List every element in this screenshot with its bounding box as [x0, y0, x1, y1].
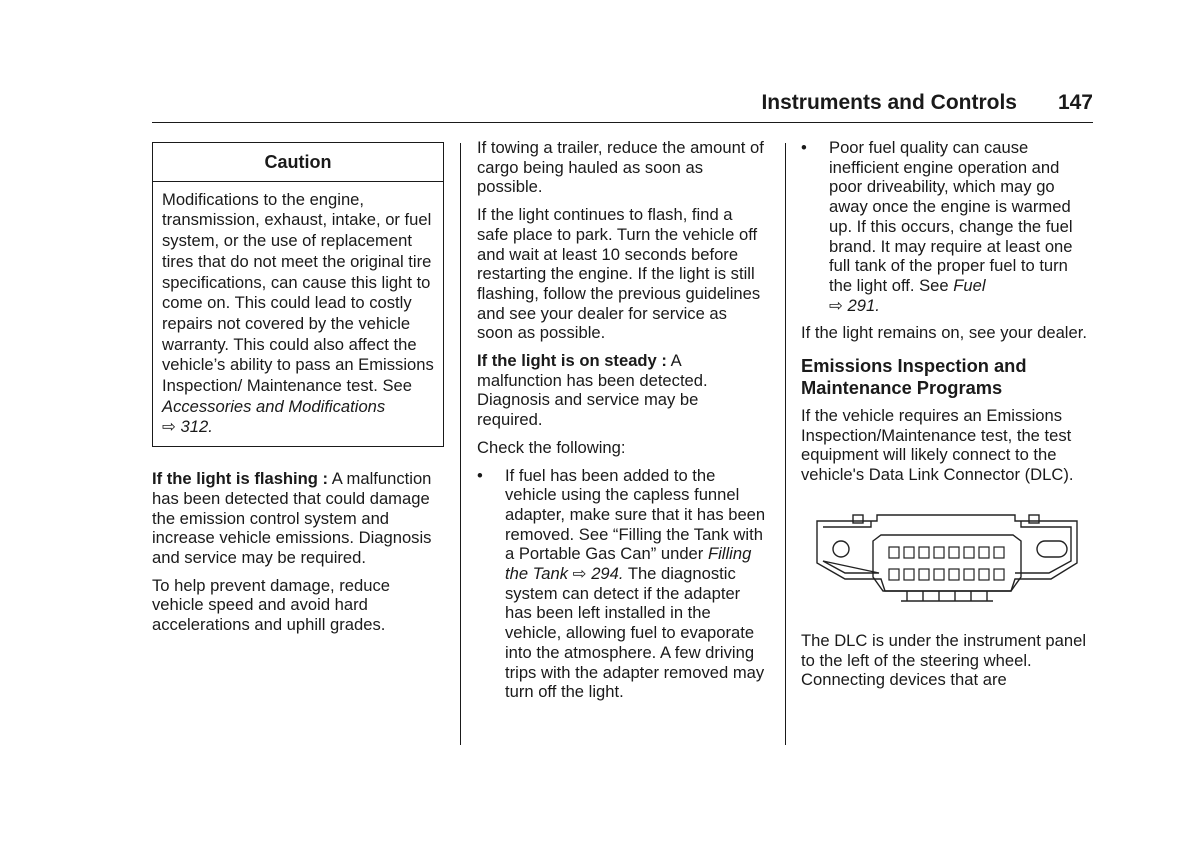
- steady-text: A malfunction has been detected. Diagnosis and service may be required.: [477, 351, 708, 430]
- steady-label: If the light is on steady :: [477, 351, 667, 371]
- filling-tank-reference-page: 294.: [591, 564, 624, 584]
- prevent-paragraph: To help prevent damage, reduce vehicle speed and avoid hard accelerations and uphill grades.: [152, 575, 390, 635]
- emissions-paragraph: If the vehicle requires an Emissions Inspection/Maintenance test, the test equipment will likely connect to the vehicle's Data Link Connector (DLC).: [801, 406, 1074, 485]
- reference-arrow-icon: ⇨: [162, 417, 176, 437]
- flashing-paragraph: [152, 469, 444, 568]
- caution-reference-link[interactable]: Accessories and Modifications: [162, 396, 386, 416]
- caution-box: [152, 142, 444, 447]
- bullet-icon: •: [477, 465, 483, 485]
- caution-reference-page: 312: [180, 417, 209, 437]
- section-title: Instruments and Controls: [761, 91, 1017, 114]
- dlc-paragraph: The DLC is under the instrument panel to the left of the steering wheel. Connecting devices that are: [801, 630, 1087, 690]
- dlc-connector-icon: [815, 513, 1079, 613]
- flashing-label: If the light is flashing :: [152, 469, 329, 489]
- page-header: [152, 88, 1093, 123]
- fuel-reference-page: 291.: [847, 295, 880, 315]
- dlc-connector-illustration: [815, 513, 1079, 613]
- remains-paragraph: If the light remains on, see your dealer.: [801, 323, 1087, 343]
- bullet-tail-text: The diagnostic system can detect if the adapter has been left installed in the vehicle, allowing fuel to evaporate into the atmosphere. A few driving trips with the adapter removed may turn off the light.: [505, 564, 765, 702]
- fuel-reference-link[interactable]: Fuel: [953, 275, 986, 295]
- caution-body: Modifications to the engine, transmission, exhaust, intake, or fuel system, or the use of replacement tires that do not meet the original tire specifications, can cause this light to come on. This could lead to costly repairs not covered by the vehicle warranty. This could also affect the vehicle’s ability to pass an Emissions Inspection/ Maintenance test. See Accessories and Modifications ⇨ 312.: [162, 189, 434, 437]
- page-number: 147: [1057, 91, 1093, 114]
- list-item: [801, 138, 1093, 315]
- bullet-text: Poor fuel quality can cause inefficient engine operation and poor driveability, which may go away once the engine is warmed up. If this occurs, change the fuel brand. It may require at least one full tank of the proper fuel to turn the light off. See: [829, 138, 1073, 295]
- caution-text: Modifications to the engine, transmission, exhaust, intake, or fuel system, or the use of replacement tires that do not meet the original tire specifications, can cause this light to come on. This could lead to costly repairs not covered by the vehicle warranty. This could also affect the vehicle’s ability to pass an Emissions Inspection/ Maintenance test. See: [162, 189, 434, 396]
- bullet-icon: •: [801, 138, 807, 157]
- column-divider: [785, 143, 786, 745]
- column-divider: [460, 143, 461, 745]
- steady-paragraph: [477, 351, 767, 430]
- towing-paragraph: If towing a trailer, reduce the amount of cargo being hauled as soon as possible.: [477, 138, 764, 197]
- check-paragraph: Check the following:: [477, 437, 626, 457]
- reference-arrow-icon: ⇨: [572, 564, 587, 584]
- caution-title: Caution: [153, 143, 443, 182]
- continues-paragraph: If the light continues to flash, find a safe place to park. Turn the vehicle off and wait at least 10 seconds before restarting the engine. If the light is still flashing, follow the previous guidelines and see your dealer for service as soon as possible.: [477, 205, 761, 343]
- filling-tank-reference-link[interactable]: Filling the Tank: [505, 544, 752, 584]
- emissions-heading: Emissions Inspection and Maintenance Programs: [801, 355, 1027, 399]
- column-middle: [477, 138, 767, 710]
- column-left: [152, 138, 444, 643]
- reference-arrow-icon: ⇨: [829, 295, 843, 315]
- list-item: [477, 466, 767, 702]
- column-right: [801, 138, 1093, 698]
- flashing-text: A malfunction has been detected that could damage the emission control system and increase vehicle emissions. Diagnosis and service may be required.: [152, 469, 432, 567]
- bullet-text: If fuel has been added to the vehicle using the capless funnel adapter, make sure that it has been removed. See “Filling the Tank with a Portable Gas Can” under: [505, 465, 766, 564]
